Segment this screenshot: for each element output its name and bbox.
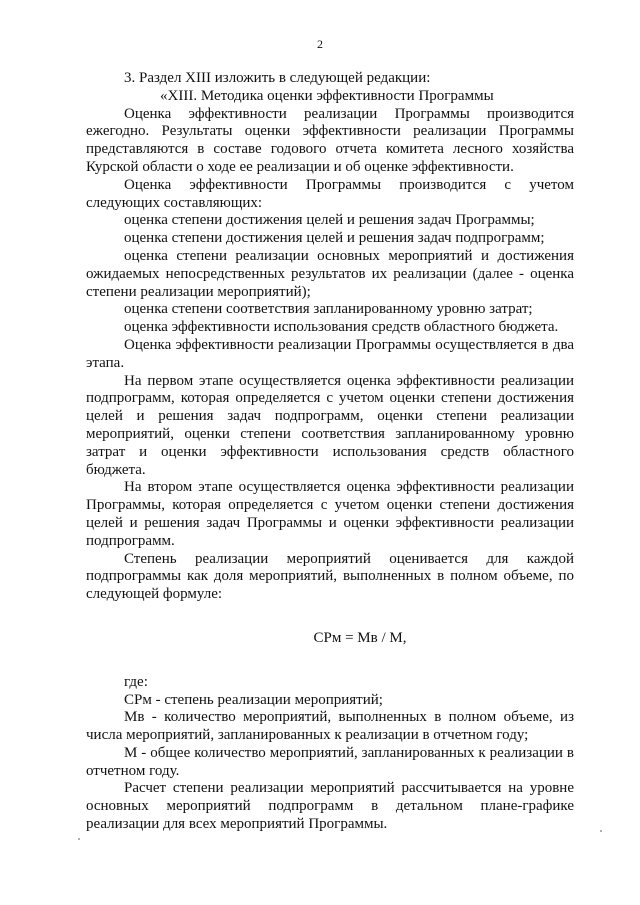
list-item: оценка степени соответствия запланированному уровню затрат; — [124, 301, 533, 318]
paragraph: Расчет степени реализации мероприятий рассчитывается на уровне основных мероприятий подпрограмм в детальном плане-графике реализации для всех мероприятий Программы. — [86, 780, 574, 833]
paragraph: На втором этапе осуществляется оценка эффективности реализации Программы, которая определяется с учетом оценки степени достижения целей и решения задач Программы и оценки эффективности реализации подпрограмм. — [86, 479, 574, 549]
paragraph: Степень реализации мероприятий оценивается для каждой подпрограммы как доля мероприятий, выполненных в полном объеме, по следующей формуле: — [86, 550, 574, 603]
list-item: оценка степени достижения целей и решения задач Программы; — [124, 212, 535, 229]
scan-speck — [78, 838, 80, 840]
list-item: оценка степени реализации основных мероприятий и достижения ожидаемых непосредственных результатов их реализации (далее - оценка степени реализации мероприятий); — [86, 247, 574, 300]
scan-speck — [600, 830, 602, 832]
formula-definition: СРм - степень реализации мероприятий; — [124, 691, 383, 708]
paragraph: Оценка эффективности Программы производится с учетом следующих составляющих: — [86, 176, 574, 211]
formula-where: где: — [124, 673, 148, 690]
paragraph: Оценка эффективности реализации Программы осуществляется в два этапа. — [86, 336, 574, 371]
formula-definition: Мв - количество мероприятий, выполненных в полном объеме, из числа мероприятий, запланированных к реализации в отчетном году; — [86, 709, 574, 744]
formula: СРм = Мв / М, — [313, 629, 407, 646]
list-item: оценка степени достижения целей и решения задач подпрограмм; — [124, 230, 545, 247]
paragraph: Оценка эффективности реализации Программы производится ежегодно. Результаты оценки эффективности реализации Программы представляются в составе годового отчета комитета лесного хозяйства Курской области о ходе ее реализации и об оценке эффективности. — [86, 105, 574, 175]
page-number: 2 — [317, 37, 323, 51]
section-heading: «XIII. Методика оценки эффективности Программы — [160, 87, 494, 104]
formula-definition: М - общее количество мероприятий, запланированных к реализации в отчетном году. — [86, 744, 574, 779]
list-item: оценка эффективности использования средств областного бюджета. — [124, 319, 559, 336]
paragraph: На первом этапе осуществляется оценка эффективности реализации подпрограмм, которая определяется с учетом оценки степени достижения целей и решения задач подпрограмм, оценки степени реализации мероприятий, оценки степени соответствия запланированному уровню затрат и оценки эффективности использования средств областного бюджета. — [86, 372, 574, 478]
document-body — [86, 70, 574, 834]
section-instruction: 3. Раздел XIII изложить в следующей редакции: — [124, 70, 431, 86]
